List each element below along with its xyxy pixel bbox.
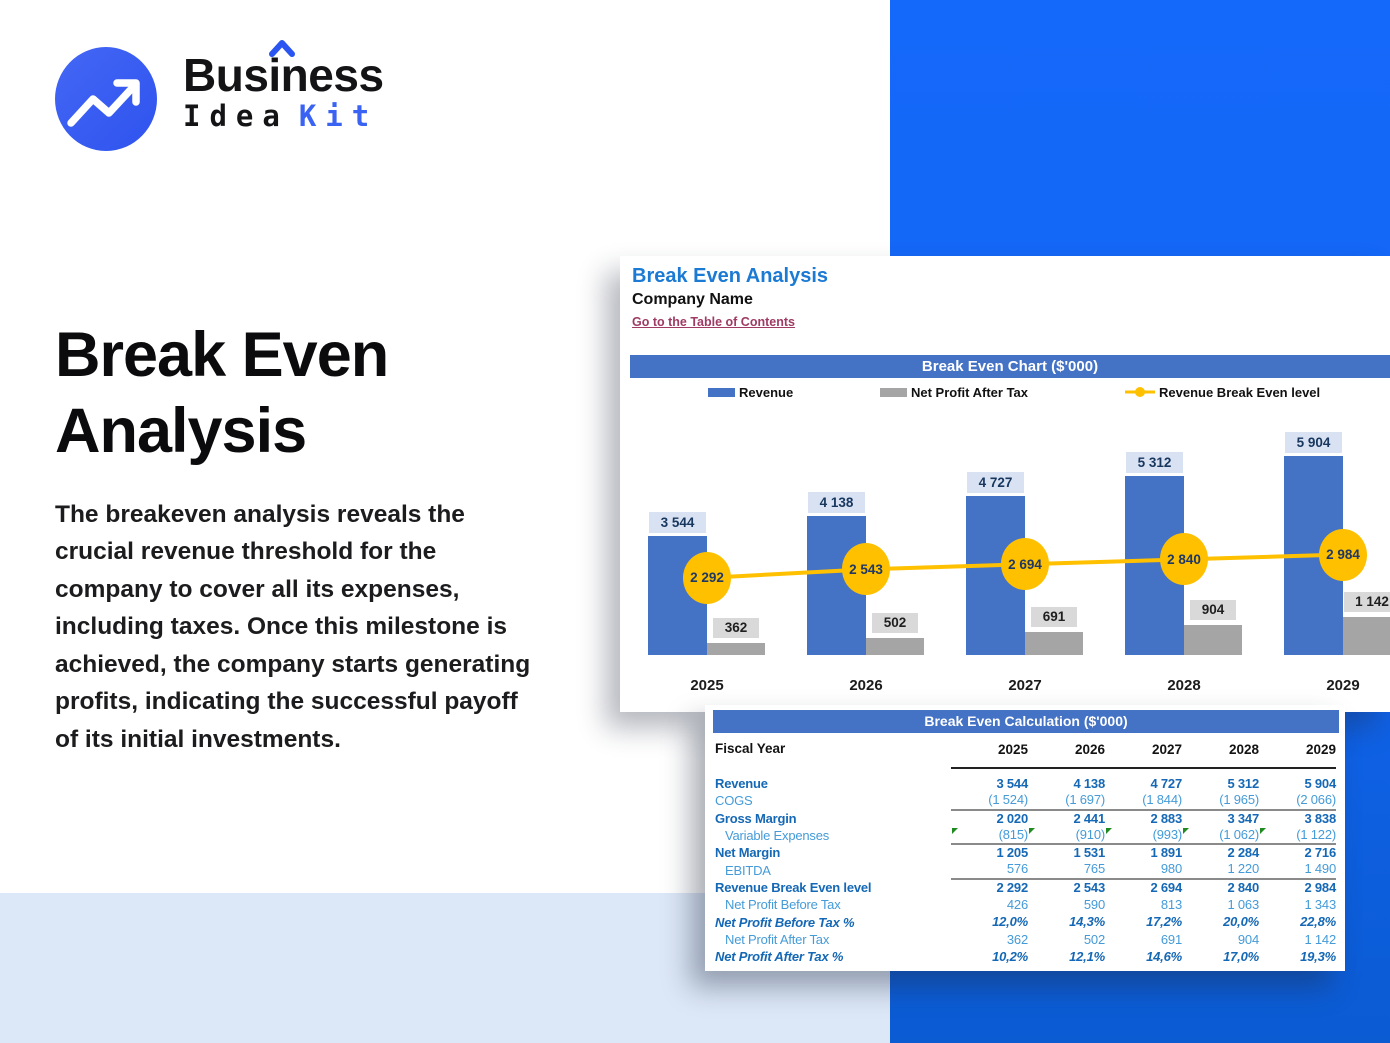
row-value: 2 883 [1150,810,1182,826]
row-label: Net Margin [715,845,781,861]
row-value: 590 [1083,897,1105,913]
caret-accent-icon [268,39,296,57]
calculation-rows [715,775,1336,965]
year-column-header: 2025 [951,741,1028,769]
row-value: 5 312 [1227,776,1259,791]
chart-section-header: Break Even Chart ($'000) [630,355,1390,378]
formula-flag-icon [1106,828,1112,834]
table-row [715,896,1336,913]
row-label: COGS [715,793,753,809]
revenue-swatch-icon [708,388,735,397]
row-value: 1 220 [1182,860,1259,879]
row-value: (1 697) [1028,791,1105,810]
net-profit-value-label: 362 [713,618,759,638]
break-even-marker: 2 984 [1319,529,1367,581]
row-value: 1 531 [1073,845,1105,861]
row-value: 2 292 [996,879,1028,895]
row-value: 2 716 [1304,845,1336,861]
row-value: 426 [1006,897,1028,913]
logo-circle [55,47,157,151]
net-profit-value-label: 904 [1190,600,1236,620]
break-even-marker: 2 694 [1001,538,1049,590]
row-value: 14,3% [1069,914,1105,930]
net-profit-bar [1025,632,1083,655]
year-column-header: 2029 [1259,741,1336,769]
legend-net-profit [880,384,1028,400]
row-value: 20,0% [1223,914,1259,930]
row-value: 904 [1237,931,1259,947]
category-axis-label: 2027 [1008,677,1042,694]
break-even-chart-card [620,256,1390,712]
legend-revenue-label: Revenue [739,384,794,400]
year-column-header: 2027 [1105,741,1182,769]
legend-net-profit-label: Net Profit After Tax [911,384,1029,400]
table-row [715,948,1336,965]
row-value: 17,2% [1146,914,1182,930]
legend-break-even [1125,384,1320,400]
row-label: Gross Margin [715,810,797,826]
category-axis-label: 2029 [1326,677,1360,694]
net-profit-value-label: 1 142 [1344,592,1390,612]
formula-flag-icon [952,828,958,834]
row-value: (993) [1105,826,1182,845]
year-column-header: 2028 [1182,741,1259,769]
revenue-value-label: 3 544 [649,512,706,533]
row-value: 813 [1160,897,1182,913]
row-value: 3 544 [996,776,1028,791]
row-value: 4 138 [1073,776,1105,791]
row-label: Net Profit Before Tax [725,897,841,913]
brand-idea: Idea [183,99,289,133]
row-value: 362 [1006,931,1028,947]
brand-name [183,49,483,101]
row-value: (1 122) [1259,826,1336,845]
revenue-value-label: 5 312 [1126,452,1183,473]
page-title: Break Even Analysis [55,320,389,466]
row-value: 14,6% [1146,948,1182,964]
net-profit-swatch-icon [880,388,907,397]
row-value: 502 [1083,931,1105,947]
row-value: 19,3% [1300,948,1336,964]
row-value: 12,0% [992,914,1028,930]
row-label: Net Profit After Tax [725,931,830,947]
row-value: 2 543 [1073,879,1105,895]
sheet-title: Break Even Analysis [632,265,829,287]
net-profit-bar [866,638,924,655]
row-value: (1 965) [1182,791,1259,810]
row-value: 2 984 [1304,879,1336,895]
table-row [715,844,1336,861]
row-label: Variable Expenses [725,828,830,844]
brand-subname [183,99,483,133]
category-axis-label: 2028 [1167,677,1201,694]
page-description: The breakeven analysis reveals the crucial revenue threshold for the company to cover all its expenses, including taxes. Once this milestone is achieved, the company starts generating profits, indicating the successful payoff of its initial investments. [55,501,531,753]
row-value: 2 694 [1150,879,1182,895]
formula-flag-icon [1183,828,1189,834]
row-value: 1 205 [996,845,1028,861]
net-profit-value-label: 502 [872,613,918,633]
net-profit-bar [1343,617,1390,655]
row-value: 1 891 [1150,845,1182,861]
fiscal-year-row [715,741,1336,763]
table-row [715,913,1336,930]
trend-arrow-icon [55,47,157,151]
table-row [715,861,1336,878]
row-value: 5 904 [1304,776,1336,791]
row-value: (1 844) [1105,791,1182,810]
row-label: Revenue [715,776,768,792]
company-name: Company Name [632,291,753,308]
table-row [715,810,1336,827]
break-even-table-card [705,705,1345,971]
row-value: 3 838 [1304,810,1336,826]
row-value: (815) [951,826,1028,845]
row-value: 12,1% [1069,948,1105,964]
row-label: Net Profit Before Tax % [715,914,855,930]
legend-revenue [708,384,793,400]
net-profit-value-label: 691 [1031,607,1077,627]
row-value: (1 062) [1182,826,1259,845]
legend-break-even-label: Revenue Break Even level [1159,384,1321,400]
brand-logo [55,47,475,167]
row-value: 1 063 [1227,897,1259,913]
break-even-marker: 2 543 [842,543,890,595]
row-value: 22,8% [1300,914,1336,930]
brand-text [183,49,483,133]
row-value: 2 020 [996,810,1028,826]
category-axis-label: 2025 [690,677,724,694]
fiscal-year-label: Fiscal Year [715,741,786,756]
table-row [715,792,1336,809]
break-even-line-icon [1125,386,1155,398]
row-value: (910) [1028,826,1105,845]
row-value: 1 343 [1304,897,1336,913]
row-label: EBITDA [725,862,771,878]
row-value: 980 [1105,860,1182,879]
formula-flag-icon [1029,828,1035,834]
revenue-value-label: 5 904 [1285,432,1342,453]
category-axis-label: 2026 [849,677,883,694]
break-even-marker: 2 840 [1160,533,1208,585]
row-value: 2 284 [1227,845,1259,861]
brand-name-text: Business [183,49,384,101]
row-value: 2 441 [1073,810,1105,826]
row-value: 4 727 [1150,776,1182,791]
row-value: (2 066) [1259,791,1336,810]
break-even-marker: 2 292 [683,552,731,604]
row-value: 1 142 [1304,931,1336,947]
table-row [715,775,1336,792]
revenue-value-label: 4 727 [967,472,1024,493]
row-value: 10,2% [992,948,1028,964]
table-row [715,879,1336,896]
row-value: 2 840 [1227,879,1259,895]
row-value: 576 [951,860,1028,879]
row-label: Net Profit After Tax % [715,949,844,965]
table-row [715,931,1336,948]
row-label: Revenue Break Even level [715,879,872,895]
row-value: 691 [1160,931,1182,947]
net-profit-bar [707,643,765,655]
row-value: 3 347 [1227,810,1259,826]
row-value: 1 490 [1259,860,1336,879]
net-profit-bar [1184,625,1242,655]
row-value: 17,0% [1223,948,1259,964]
revenue-value-label: 4 138 [808,492,865,513]
table-section-header: Break Even Calculation ($'000) [713,710,1339,733]
table-of-contents-link[interactable]: Go to the Table of Contents [632,315,795,329]
formula-flag-icon [1260,828,1266,834]
row-value: (1 524) [951,791,1028,810]
row-value: 765 [1028,860,1105,879]
brand-kit: Kit [298,99,379,133]
table-row [715,827,1336,844]
year-column-header: 2026 [1028,741,1105,769]
